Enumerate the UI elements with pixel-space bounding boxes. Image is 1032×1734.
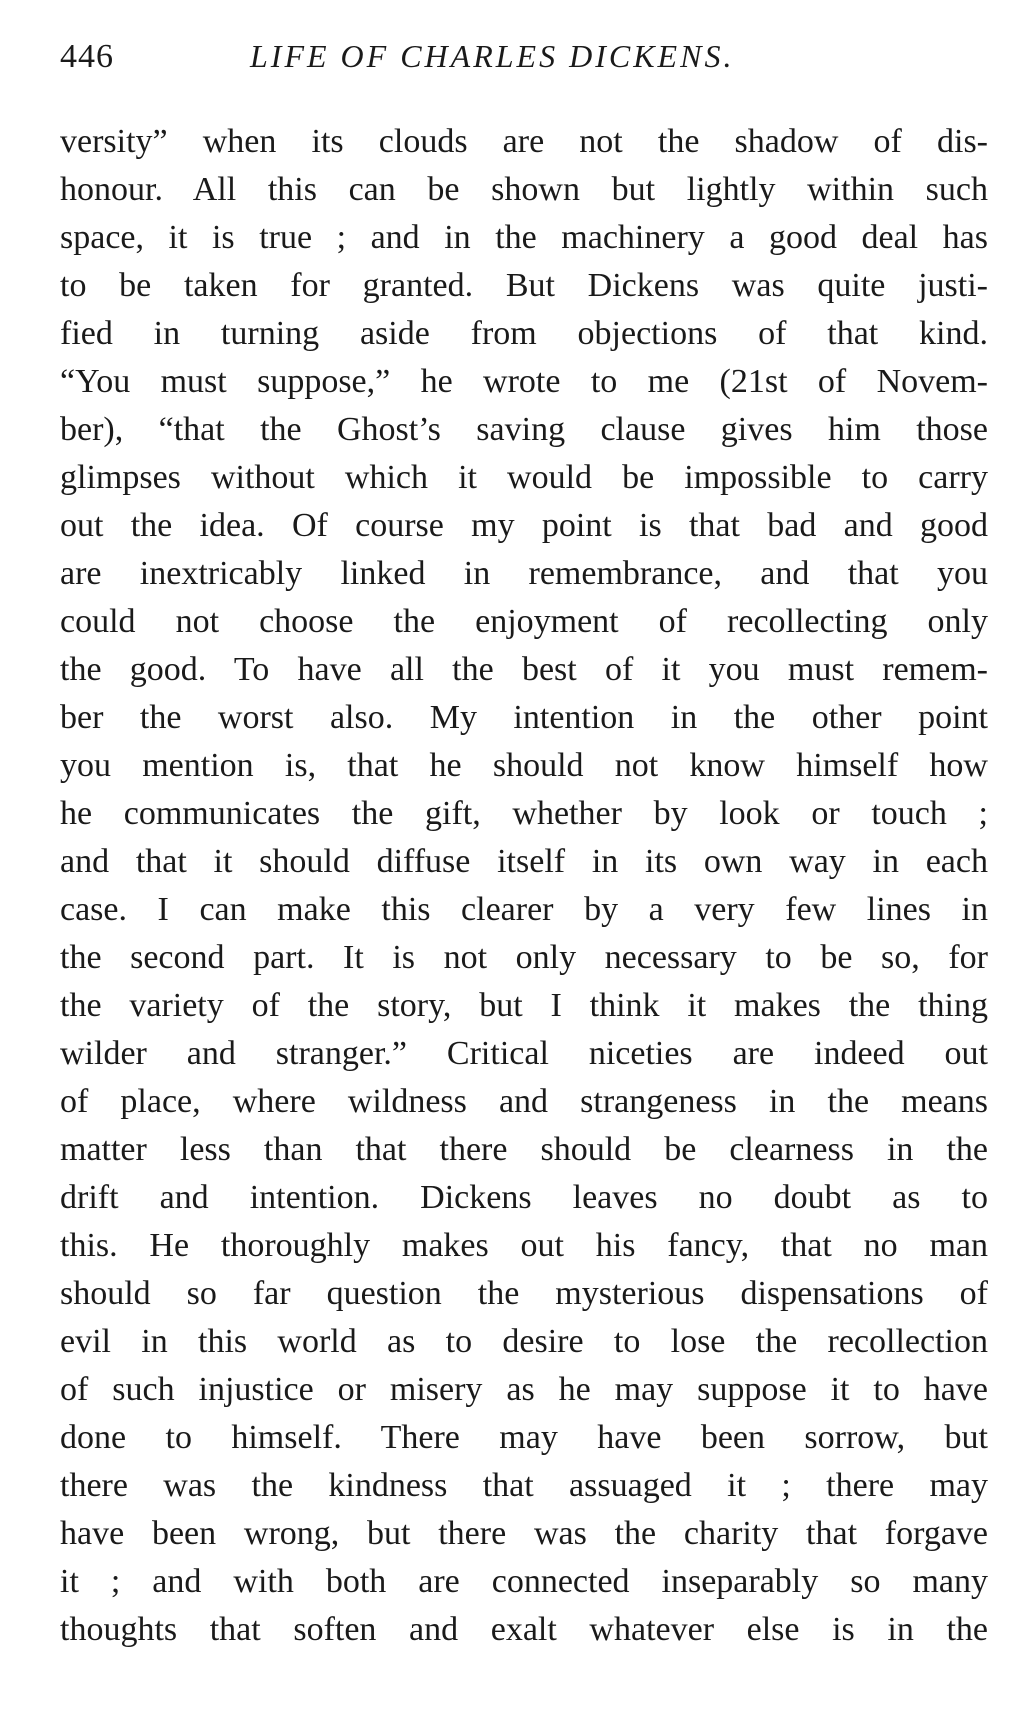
text-line: thoughts that soften and exalt whatever else is in the: [60, 1611, 988, 1648]
text-line: of place, where wildness and strangeness in the means: [60, 1083, 988, 1120]
text-line: should so far question the mysterious dispensations of: [60, 1275, 988, 1312]
text-line: it ; and with both are connected inseparably so many: [60, 1563, 988, 1600]
body-text: [60, 118, 988, 1654]
text-line: glimpses without which it would be impossible to carry: [60, 459, 988, 496]
text-line: the second part. It is not only necessary to be so, for: [60, 939, 988, 976]
text-line: this. He thoroughly makes out his fancy, that no man: [60, 1227, 988, 1264]
text-line: could not choose the enjoyment of recollecting only: [60, 603, 988, 640]
running-head: LIFE OF CHARLES DICKENS.: [250, 38, 735, 74]
text-line: evil in this world as to desire to lose the recollection: [60, 1323, 988, 1360]
text-line: honour. All this can be shown but lightly within such: [60, 171, 988, 208]
text-line: drift and intention. Dickens leaves no doubt as to: [60, 1179, 988, 1216]
text-line: you mention is, that he should not know himself how: [60, 747, 988, 784]
text-line: ber), “that the Ghost’s saving clause gives him those: [60, 411, 988, 448]
page-number: 446: [60, 38, 114, 75]
text-line: the variety of the story, but I think it makes the thing: [60, 987, 988, 1024]
text-line: case. I can make this clearer by a very few lines in: [60, 891, 988, 928]
text-line: of such injustice or misery as he may suppose it to have: [60, 1371, 988, 1408]
text-line: versity” when its clouds are not the shadow of dis-: [60, 123, 988, 160]
text-line: have been wrong, but there was the charity that forgave: [60, 1515, 988, 1552]
text-line: matter less than that there should be clearness in the: [60, 1131, 988, 1168]
text-line: and that it should diffuse itself in its own way in each: [60, 843, 988, 880]
text-line: the good. To have all the best of it you must remem-: [60, 651, 988, 688]
page-header: [60, 38, 988, 88]
text-line: he communicates the gift, whether by look or touch ;: [60, 795, 988, 832]
text-line: there was the kindness that assuaged it ; there may: [60, 1467, 988, 1504]
text-line: done to himself. There may have been sorrow, but: [60, 1419, 988, 1456]
text-line: “You must suppose,” he wrote to me (21st of Novem-: [60, 363, 988, 400]
text-line: space, it is true ; and in the machinery a good deal has: [60, 219, 988, 256]
text-line: are inextricably linked in remembrance, and that you: [60, 555, 988, 592]
text-line: fied in turning aside from objections of that kind.: [60, 315, 988, 352]
text-line: out the idea. Of course my point is that bad and good: [60, 507, 988, 544]
text-line: wilder and stranger.” Critical niceties are indeed out: [60, 1035, 988, 1072]
text-line: ber the worst also. My intention in the other point: [60, 699, 988, 736]
text-line: to be taken for granted. But Dickens was quite justi-: [60, 267, 988, 304]
